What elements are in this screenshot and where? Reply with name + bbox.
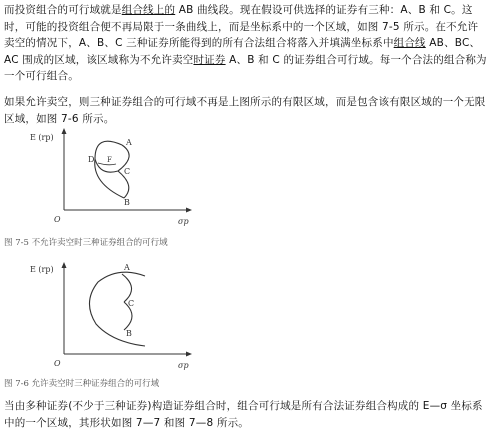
- y-axis-arrow: [62, 262, 67, 268]
- underlined-text: 时证券: [193, 53, 226, 66]
- point-label-D: D: [88, 155, 95, 164]
- text-segment: AB 曲线段。现在假设可供选择的证券有三种：A、B 和 C。这时，可能的投资组合便不再局限于一条曲线上，而是坐标系中的一个区域，如图 7-5 所示。在不允许卖空的情况下，A、B、C 三种证券所能得到的所有合法组合将落入并填满坐标系中: [4, 4, 479, 49]
- origin-label: O: [54, 215, 61, 224]
- x-axis-arrow: [186, 352, 192, 357]
- text-segment: 而投资组合的可行域就是: [4, 4, 122, 16]
- paragraph-short-selling: 如果允许卖空，则三种证券组合的可行域不再是上图所示的有限区域，而是包含该有限区域的一个无限区域，如图 7-6 所示。: [4, 96, 486, 125]
- point-label-B: B: [124, 198, 130, 207]
- origin-label: O: [54, 359, 61, 368]
- y-axis-label: E (rp): [30, 265, 54, 274]
- figure-7-5-caption: 图 7-5 不允许卖空时三种证券组合的可行域: [4, 238, 168, 248]
- underlined-text: 组合线: [393, 37, 426, 49]
- curve-outer-boundary: [89, 272, 145, 346]
- y-axis-arrow: [62, 128, 67, 134]
- text-segment: A、B 和 C 的证券组合可行域。每一个合法的组合称为一个可行组合。: [4, 53, 487, 82]
- figure-7-5-diagram: [0, 128, 240, 243]
- x-axis-label: σp: [178, 361, 189, 370]
- paragraph-feasible-set-three-securities: [4, 2, 488, 85]
- point-label-C: C: [124, 167, 131, 176]
- underlined-text: 组合线上的: [121, 4, 176, 16]
- point-label-A: A: [126, 138, 132, 147]
- y-axis-label: E (rp): [30, 133, 54, 142]
- x-axis-arrow: [186, 208, 192, 213]
- text-segment: AB、BC、AC 围成的区域，该区域称为不允许卖空: [4, 37, 481, 66]
- curve-AC: [122, 274, 132, 302]
- point-label-C: C: [128, 299, 135, 308]
- point-label-F: F: [107, 156, 112, 164]
- figure-7-6-caption: 图 7-6 允许卖空时三种证券组合的可行域: [4, 379, 160, 389]
- figure-7-6-diagram: [0, 250, 240, 375]
- point-label-B: B: [126, 329, 132, 338]
- x-axis-label: σp: [178, 217, 189, 226]
- paragraph-multiple-securities: 当由多种证券(不少于三种证券)构造证券组合时，组合可行域是所有合法证券组合构成的 E—σ 坐标系中的一个区域，其形状如图 7—7 和图 7—8 所示。: [4, 400, 483, 429]
- point-label-A: A: [124, 263, 130, 272]
